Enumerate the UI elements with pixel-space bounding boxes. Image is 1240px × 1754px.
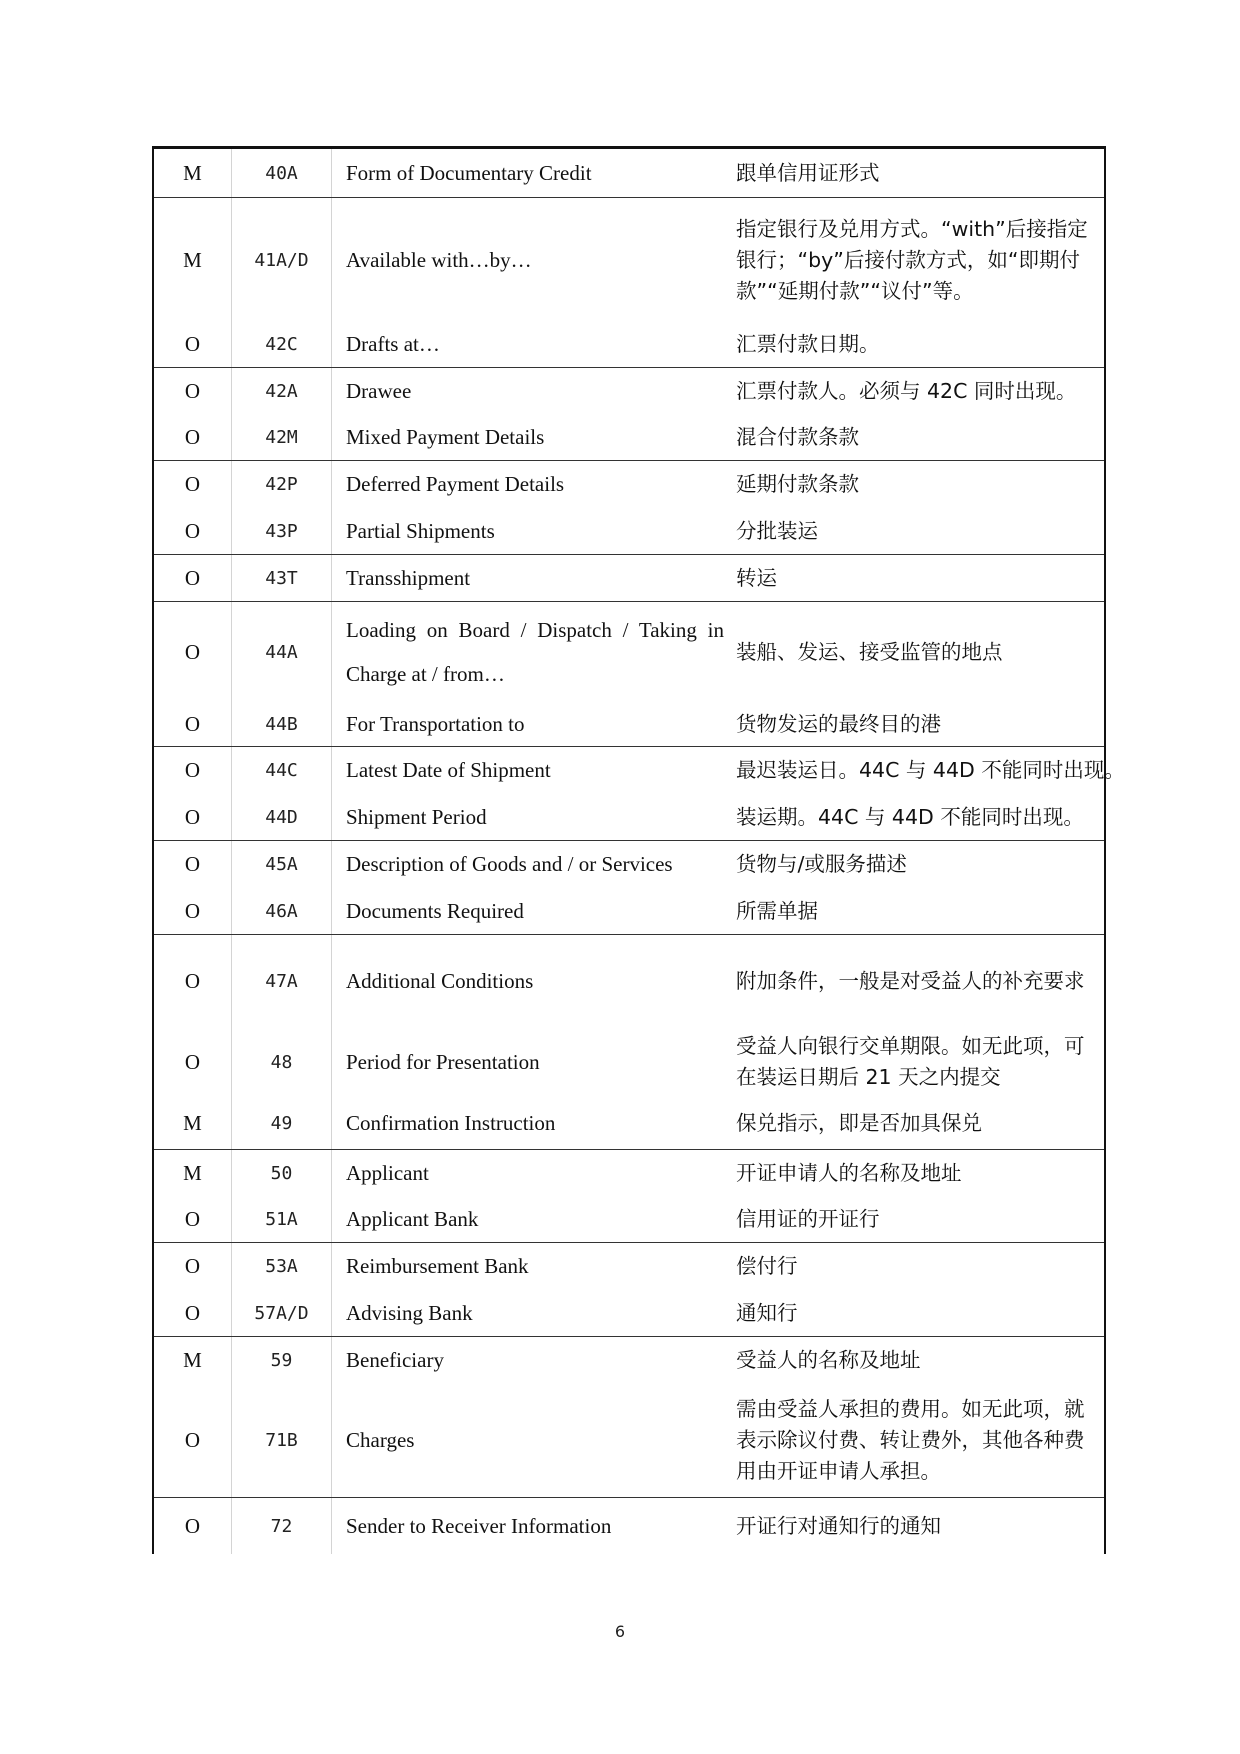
table-row	[154, 1290, 1104, 1336]
table-row	[154, 888, 1104, 934]
description-cell: 指定银行及兑用方式。“with”后接指定银行；“by”后接付款方式，如“即期付款”“延期付款”“议付”等。	[736, 216, 1088, 303]
field-name-cell: Documents Required	[346, 898, 524, 923]
description-cell: 货物与/或服务描述	[736, 852, 907, 876]
field-name-cell: Available with…by…	[346, 247, 532, 272]
description-cell: 附加条件，一般是对受益人的补充要求	[736, 968, 1085, 993]
tag-cell: 41A/D	[232, 198, 332, 322]
description-cell: 装船、发运、接受监管的地点	[736, 639, 1003, 664]
description-cell: 混合付款条款	[736, 425, 859, 449]
mandatory-optional-cell: O	[154, 415, 232, 460]
tag-cell: 44A	[232, 602, 332, 702]
table-group	[154, 149, 1104, 198]
tag-cell: 50	[232, 1150, 332, 1197]
tag-cell: 49	[232, 1097, 332, 1149]
field-name-cell: Reimbursement Bank	[346, 1254, 529, 1278]
table-row	[154, 1027, 1104, 1097]
field-name-cell: Applicant Bank	[346, 1207, 479, 1231]
mandatory-optional-cell: O	[154, 841, 232, 888]
tag-cell: 47A	[232, 935, 332, 1027]
table-row	[154, 198, 1104, 322]
tag-cell: 42M	[232, 415, 332, 460]
mandatory-optional-cell: M	[154, 149, 232, 197]
field-name-cell: Confirmation Instruction	[346, 1110, 556, 1135]
mandatory-optional-cell: M	[154, 198, 232, 322]
field-table	[152, 146, 1125, 1554]
description-cell: 分批装运	[736, 518, 818, 543]
tag-cell: 71B	[232, 1383, 332, 1497]
description-cell: 汇票付款日期。	[736, 332, 880, 356]
table-group	[154, 935, 1104, 1150]
description-cell: 受益人向银行交单期限。如无此项，可在装运日期后 21 天之内提交	[736, 1034, 1085, 1089]
mandatory-optional-cell: O	[154, 461, 232, 508]
description-cell: 受益人的名称及地址	[736, 1347, 921, 1372]
field-name-cell: Drawee	[346, 379, 412, 403]
mandatory-optional-cell: O	[154, 1498, 232, 1554]
table-row	[154, 702, 1104, 746]
description-cell: 汇票付款人。必须与 42C 同时出现。	[736, 379, 1077, 403]
table-row	[154, 508, 1104, 554]
table-row	[154, 149, 1104, 197]
field-name-cell: For Transportation to	[346, 711, 525, 736]
table-group	[154, 1150, 1104, 1243]
tag-cell: 42A	[232, 368, 332, 415]
mandatory-optional-cell: O	[154, 1383, 232, 1497]
table-row	[154, 461, 1104, 508]
table-row	[154, 1498, 1104, 1554]
mandatory-optional-cell: O	[154, 1197, 232, 1242]
table-row	[154, 1097, 1104, 1149]
description-cell: 需由受益人承担的费用。如无此项，就表示除议付费、转让费外，其他各种费用由开证申请人承担。	[736, 1396, 1085, 1483]
mandatory-optional-cell: O	[154, 1243, 232, 1290]
table-row	[154, 1337, 1104, 1383]
tag-cell: 42P	[232, 461, 332, 508]
tag-cell: 44D	[232, 794, 332, 840]
table-row	[154, 1150, 1104, 1197]
table-row	[154, 841, 1104, 888]
table-group	[154, 747, 1125, 841]
mandatory-optional-cell: O	[154, 702, 232, 746]
field-name-cell: Description of Goods and / or Services	[346, 852, 673, 876]
field-name-cell: Deferred Payment Details	[346, 472, 565, 496]
tag-cell: 43T	[232, 555, 332, 601]
description-cell: 保兑指示，即是否加具保兑	[736, 1110, 982, 1135]
table-group	[154, 368, 1104, 461]
field-name-cell: Latest Date of Shipment	[346, 758, 551, 782]
table-group	[154, 555, 1104, 602]
table-group	[154, 841, 1104, 935]
table-row	[154, 935, 1104, 1027]
mandatory-optional-cell: O	[154, 935, 232, 1027]
table-row	[154, 794, 1104, 840]
mandatory-optional-cell: M	[154, 1150, 232, 1197]
description-cell: 转运	[736, 565, 777, 590]
description-cell: 延期付款条款	[736, 472, 859, 496]
table-row	[154, 322, 1104, 367]
field-name-cell: Loading on Board / Dispatch / Taking in Charge at / from…	[346, 618, 724, 686]
field-name-cell: Shipment Period	[346, 804, 487, 829]
mandatory-optional-cell: M	[154, 1337, 232, 1383]
table-group	[154, 602, 1104, 747]
table-row	[154, 415, 1104, 460]
mandatory-optional-cell: O	[154, 555, 232, 601]
mandatory-optional-cell: O	[154, 888, 232, 934]
field-name-cell: Partial Shipments	[346, 518, 495, 543]
field-name-cell: Charges	[346, 1427, 415, 1452]
field-name-cell: Beneficiary	[346, 1347, 444, 1372]
table-group	[154, 461, 1104, 555]
mandatory-optional-cell: O	[154, 602, 232, 702]
description-cell: 开证申请人的名称及地址	[736, 1161, 962, 1185]
description-cell: 装运期。44C 与 44D 不能同时出现。	[736, 804, 1084, 829]
table-row	[154, 368, 1104, 415]
table-row	[154, 555, 1104, 601]
table-group	[154, 1243, 1104, 1337]
tag-cell: 44C	[232, 747, 332, 794]
tag-cell: 42C	[232, 322, 332, 367]
table-row	[154, 747, 1125, 794]
tag-cell: 43P	[232, 508, 332, 554]
description-cell: 最迟装运日。44C 与 44D 不能同时出现。	[736, 758, 1125, 782]
field-name-cell: Period for Presentation	[346, 1049, 540, 1074]
field-name-cell: Transshipment	[346, 565, 471, 590]
tag-cell: 40A	[232, 149, 332, 197]
description-cell: 货物发运的最终目的港	[736, 711, 941, 736]
description-cell: 跟单信用证形式	[736, 160, 880, 185]
mandatory-optional-cell: O	[154, 794, 232, 840]
description-cell: 信用证的开证行	[736, 1207, 880, 1231]
mandatory-optional-cell: O	[154, 1027, 232, 1097]
mandatory-optional-cell: O	[154, 322, 232, 367]
field-name-cell: Additional Conditions	[346, 968, 534, 993]
field-name-cell: Form of Documentary Credit	[346, 160, 592, 185]
tag-cell: 59	[232, 1337, 332, 1383]
field-name-cell: Drafts at…	[346, 332, 440, 356]
mandatory-optional-cell: M	[154, 1097, 232, 1149]
tag-cell: 48	[232, 1027, 332, 1097]
description-cell: 开证行对通知行的通知	[736, 1513, 941, 1538]
mandatory-optional-cell: O	[154, 747, 232, 794]
table-row	[154, 1243, 1104, 1290]
description-cell: 偿付行	[736, 1254, 798, 1278]
table-group	[154, 1337, 1104, 1498]
field-name-cell: Mixed Payment Details	[346, 425, 545, 449]
tag-cell: 45A	[232, 841, 332, 888]
mandatory-optional-cell: O	[154, 368, 232, 415]
table-row	[154, 1383, 1104, 1497]
field-name-cell: Sender to Receiver Information	[346, 1513, 612, 1538]
description-cell: 通知行	[736, 1300, 798, 1325]
tag-cell: 44B	[232, 702, 332, 746]
tag-cell: 53A	[232, 1243, 332, 1290]
tag-cell: 51A	[232, 1197, 332, 1242]
mandatory-optional-cell: O	[154, 508, 232, 554]
table-group	[154, 198, 1104, 368]
mandatory-optional-cell: O	[154, 1290, 232, 1336]
table-group	[154, 1498, 1104, 1554]
field-name-cell: Advising Bank	[346, 1300, 473, 1325]
page-number: 6	[614, 1622, 626, 1641]
table-row	[154, 602, 1104, 702]
description-cell: 所需单据	[736, 898, 818, 923]
tag-cell: 72	[232, 1498, 332, 1554]
tag-cell: 46A	[232, 888, 332, 934]
tag-cell: 57A/D	[232, 1290, 332, 1336]
table-row	[154, 1197, 1104, 1242]
field-name-cell: Applicant	[346, 1161, 429, 1185]
